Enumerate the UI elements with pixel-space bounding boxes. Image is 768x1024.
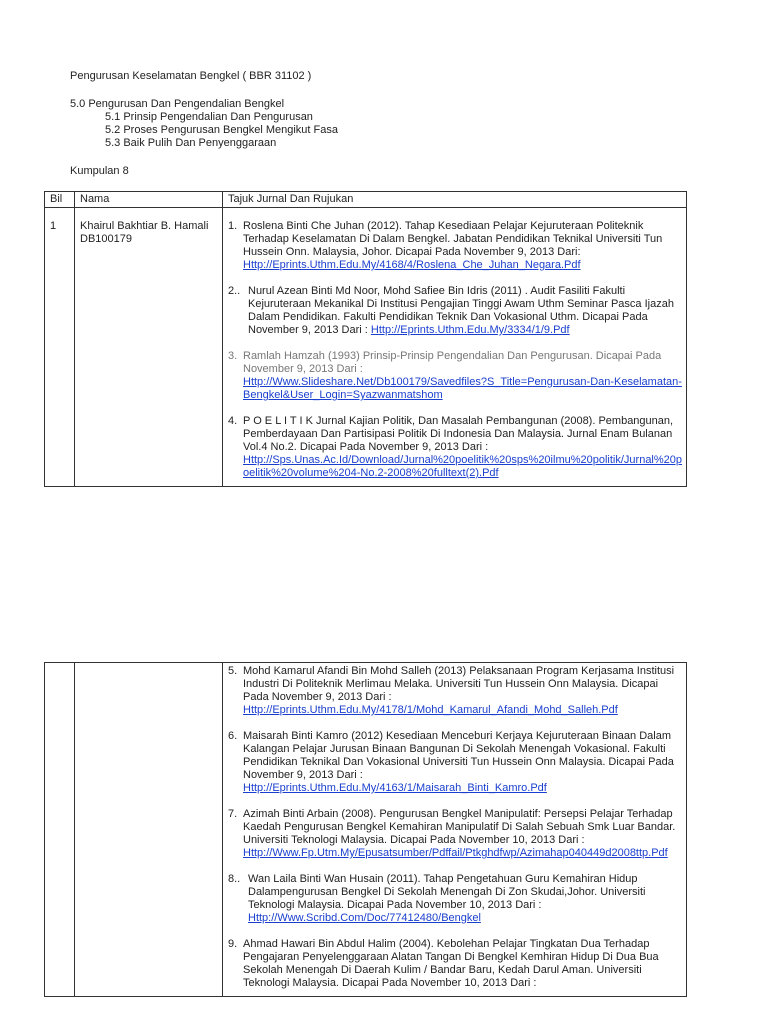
header-tajuk: Tajuk Jurnal Dan Rujukan	[223, 192, 687, 208]
reference-link[interactable]: Http://Sps.Unas.Ac.Id/Download/Jurnal%20poelitik%20sps%20ilmu%20politik/Jurnal%20poelitik%20volume%204-No.2-2008%20fulltext(2).Pdf	[243, 454, 683, 479]
header-nama: Nama	[75, 192, 223, 208]
reference-text: Mohd Kamarul Afandi Bin Mohd Salleh (2013) Pelaksanaan Program Kerjasama Institusi Industri Di Politeknik Merlimau Melaka. Universiti Tun Hussein Onn Malaysia. Dicapai Pada November 9, 2013 Dari :	[243, 665, 675, 703]
reference-text: Azimah Binti Arbain (2008). Pengurusan Bengkel Manipulatif: Persepsi Pelajar Terhadap Kaedah Pengurusan Bengkel Kemahiran Manipulatif Di Salah Sebuah Smk Luar Bandar. Universiti Teknologi Malaysia. Dicapai Pada November 10, 2013 Dari :	[243, 808, 676, 846]
reference-item	[228, 730, 682, 795]
reference-item	[228, 350, 682, 402]
reference-number: 2..	[228, 285, 241, 297]
reference-item	[228, 415, 682, 480]
subsection-item: 5.3 Baik Pulih Dan Penyenggaraan	[105, 137, 277, 149]
course-title: Pengurusan Keselamatan Bengkel ( BBR 31102 )	[70, 70, 312, 82]
reference-number: 9.	[228, 938, 238, 950]
reference-number: 7.	[228, 808, 238, 820]
references-cell	[223, 208, 687, 487]
reference-text: P O E L I T I K Jurnal Kajian Politik, Dan Masalah Pembangunan (2008). Pembangunan, Pemberdayaan Dan Partisipasi Politik Di Indonesia Dan Malaysia. Jurnal Enam Bulanan Vol.4 No.2. Dicapai Pada November 9, 2013 Dari :	[243, 415, 674, 453]
reference-link[interactable]: Http://Www.Scribd.Com/Doc/77412480/Bengkel	[248, 912, 481, 924]
reference-text: Nurul Azean Binti Md Noor, Mohd Safiee Bin Idris (2011) . Audit Fasiliti Fakulti Kejuruteraan Mekanikal Di Institusi Pengajian Tinggi Awam Uthm Seminar Pasca Ijazah Dalam Pendidikan. Fakulti Pendidikan Teknik Dan Vokasional Uthm. Dicapai Pada November 9, 2013 Dari :	[248, 285, 674, 336]
row-number-empty	[45, 663, 75, 997]
reference-link[interactable]: Http://Www.Slideshare.Net/Db100179/Savedfiles?S_Title=Pengurusan-Dan-Keselamatan-Bengkel&User_Login=Syazwanmatshom	[243, 376, 682, 401]
reference-number: 5.	[228, 665, 238, 677]
subsection-item: 5.1 Prinsip Pengendalian Dan Pengurusan	[105, 111, 313, 123]
reference-table-page1	[44, 191, 687, 487]
reference-text: Ramlah Hamzah (1993) Prinsip-Prinsip Pengendalian Dan Pengurusan. Dicapai Pada November 9, 2013 Dari :	[243, 350, 662, 375]
table-header-row	[45, 192, 687, 208]
references-cell	[223, 663, 687, 997]
group-label: Kumpulan 8	[70, 165, 129, 177]
reference-item	[228, 220, 682, 272]
reference-number: 8..	[228, 873, 241, 885]
reference-number: 1.	[228, 220, 238, 232]
table-row	[45, 208, 687, 487]
header-bil: Bil	[45, 192, 75, 208]
reference-text: Maisarah Binti Kamro (2012) Kesediaan Menceburi Kerjaya Kejuruteraan Binaan Dalam Kalangan Pelajar Jurusan Binaan Bangunan Di Sekolah Menengah Vokasional. Fakulti Pendidikan Teknikal Dan Vokasional Universiti Tun Hussein Onn Malaysia. Dicapai Pada November 9, 2013 Dari :	[243, 730, 674, 781]
reference-link[interactable]: Http://Eprints.Uthm.Edu.My/4163/1/Maisarah_Binti_Kamro.Pdf	[243, 782, 547, 794]
subsection-item: 5.2 Proses Pengurusan Bengkel Mengikut Fasa	[105, 124, 338, 136]
reference-text: Roslena Binti Che Juhan (2012). Tahap Kesediaan Pelajar Kejuruteraan Politeknik Terhadap Keselamatan Di Dalam Bengkel. Jabatan Pendidikan Teknikal Universiti Tun Hussein Onn. Malaysia, Johor. Dicapai Pada November 9, 2013 Dari:	[243, 220, 663, 258]
table-row	[45, 663, 687, 997]
reference-text: Ahmad Hawari Bin Abdul Halim (2004). Kebolehan Pelajar Tingkatan Dua Terhadap Pengajaran Penyelenggaraan Alatan Tangan Di Bengkel Kemhiran Hidup Di Dua Bua Sekolah Menengah Di Daerah Kulim / Bandar Baru, Kedah Darul Aman. Universiti Teknologi Malaysia. Dicapai Pada November 10, 2013 Dari :	[243, 938, 659, 989]
reference-table-page2	[44, 662, 687, 997]
reference-item	[228, 665, 682, 717]
reference-link[interactable]: Http://Eprints.Uthm.Edu.My/3334/1/9.Pdf	[370, 324, 570, 336]
student-name: Khairul Bakhtiar B. Hamali	[80, 220, 209, 232]
reference-item	[228, 808, 682, 860]
reference-link[interactable]: Http://Eprints.Uthm.Edu.My/4168/4/Roslena_Che_Juhan_Negara.Pdf	[243, 259, 581, 271]
reference-item	[228, 938, 682, 990]
row-number: 1	[45, 208, 75, 487]
reference-text: Wan Laila Binti Wan Husain (2011). Tahap Pengetahuan Guru Kemahiran Hidup Dalampengurusan Bengkel Di Sekolah Menengah Di Zon Skudai,Johor. Universiti Teknologi Malaysia. Dicapai Pada November 10, 2013 Dari :	[248, 873, 646, 911]
reference-link[interactable]: Http://Www.Fp.Utm.My/Epusatsumber/Pdffail/Ptkghdfwp/Azimahap040449d2008ttp.Pdf	[243, 847, 668, 859]
reference-number: 4.	[228, 415, 238, 427]
reference-item	[228, 873, 682, 925]
reference-item	[228, 285, 682, 337]
student-cell	[75, 208, 223, 487]
student-id: DB100179	[80, 233, 132, 245]
reference-number: 3.	[228, 350, 238, 362]
reference-number: 6.	[228, 730, 238, 742]
section-title: 5.0 Pengurusan Dan Pengendalian Bengkel	[70, 98, 285, 110]
reference-link[interactable]: Http://Eprints.Uthm.Edu.My/4178/1/Mohd_Kamarul_Afandi_Mohd_Salleh.Pdf	[243, 704, 618, 716]
student-cell-empty	[75, 663, 223, 997]
